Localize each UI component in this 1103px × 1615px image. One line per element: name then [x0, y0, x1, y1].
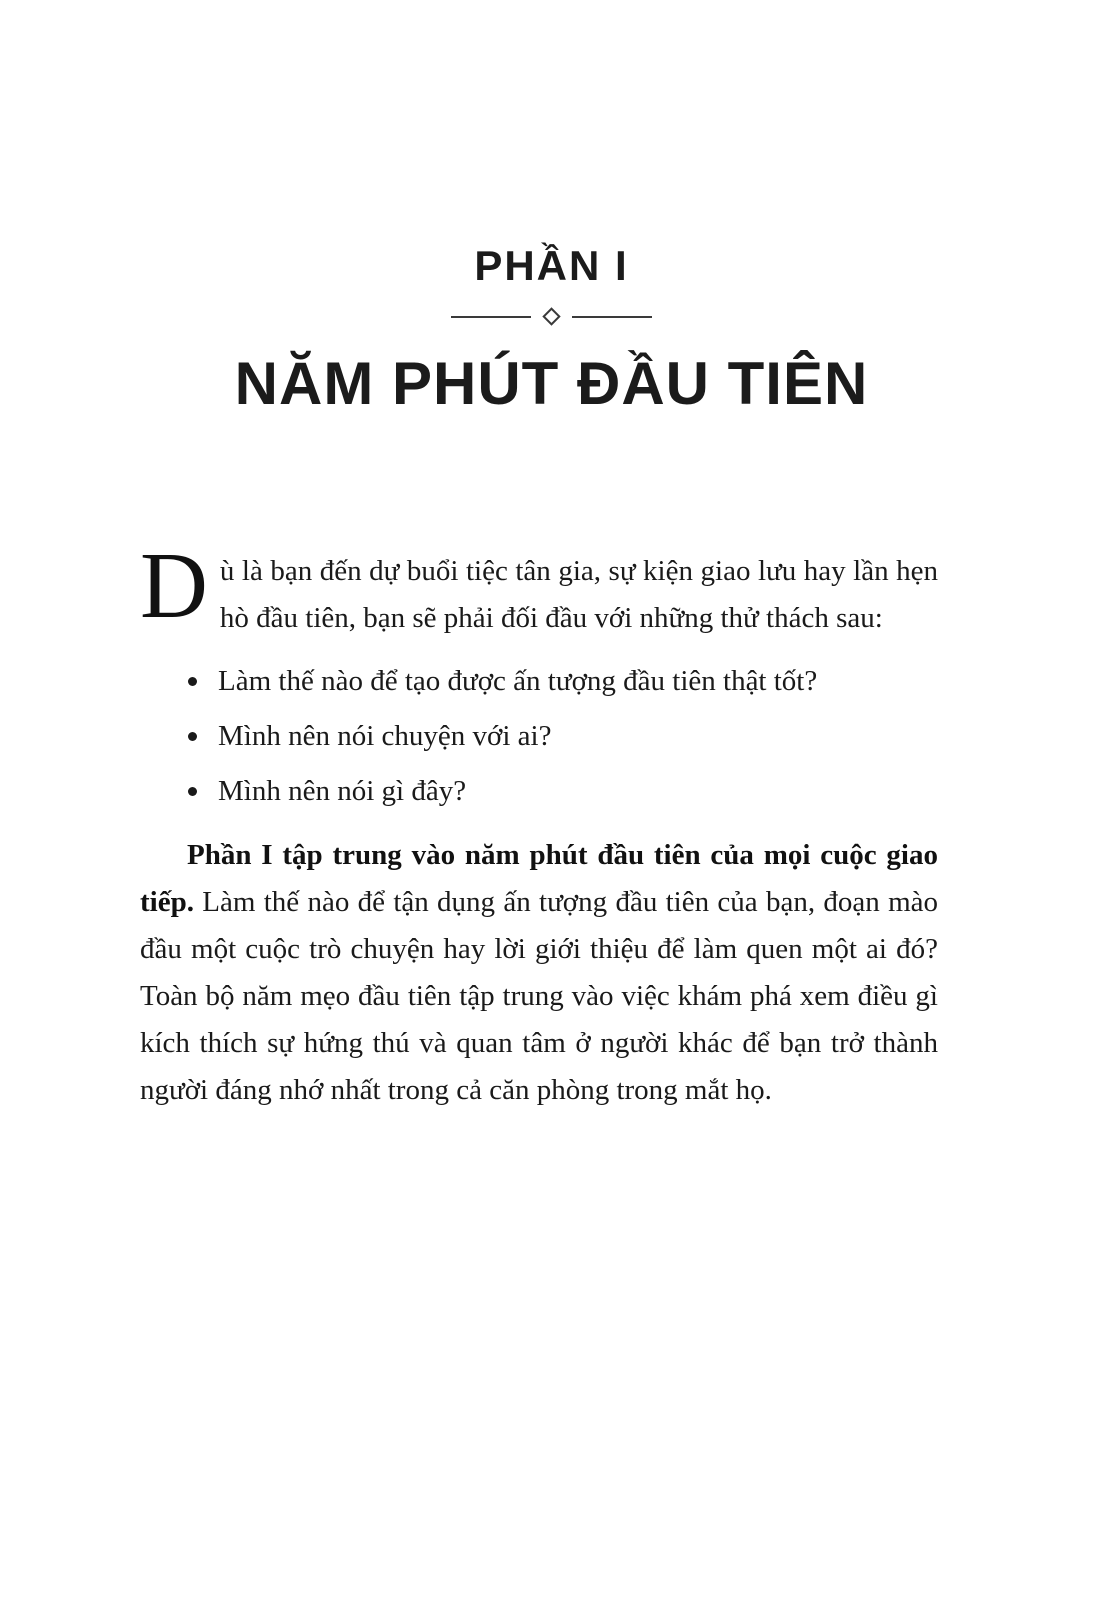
section-divider	[0, 310, 1103, 323]
list-item	[186, 768, 938, 815]
divider-line-right	[572, 316, 652, 318]
list-item	[186, 658, 938, 705]
part-title: NĂM PHÚT ĐẦU TIÊN	[234, 350, 869, 417]
body-text	[140, 534, 938, 1114]
part-label: PHẦN I	[474, 242, 629, 289]
list-item-text: Mình nên nói gì đây?	[218, 775, 467, 807]
closing-bold-lead: Phần I tập trung vào năm phút đầu tiên của mọi cuộc giao tiếp.	[140, 839, 938, 918]
drop-cap: D	[140, 534, 208, 638]
bullet-icon	[188, 732, 197, 741]
closing-text: Làm thế nào để tận dụng ấn tượng đầu tiên của bạn, đoạn mào đầu một cuộc trò chuyện hay lời giới thiệu để làm quen một ai đó? Toàn bộ năm mẹo đầu tiên tập trung vào việc khám phá xem điều gì kích thích sự hứng thú và quan tâm ở người khác để bạn trở thành người đáng nhớ nhất trong cả căn phòng trong mắt họ.	[140, 886, 938, 1106]
list-item	[186, 713, 938, 760]
challenge-list	[140, 658, 938, 815]
bullet-icon	[188, 677, 197, 686]
bullet-icon	[188, 787, 197, 796]
divider-line-left	[451, 316, 531, 318]
chapter-header	[0, 0, 1103, 418]
list-item-text: Làm thế nào để tạo được ấn tượng đầu tiên thật tốt?	[218, 665, 818, 697]
list-item-text: Mình nên nói chuyện với ai?	[218, 720, 552, 752]
closing-paragraph	[140, 832, 938, 1114]
intro-text: ù là bạn đến dự buổi tiệc tân gia, sự kiện giao lưu hay lần hẹn hò đầu tiên, bạn sẽ phải đối đầu với những thử thách sau:	[219, 555, 938, 634]
diamond-icon	[542, 307, 560, 325]
intro-paragraph	[140, 534, 938, 642]
